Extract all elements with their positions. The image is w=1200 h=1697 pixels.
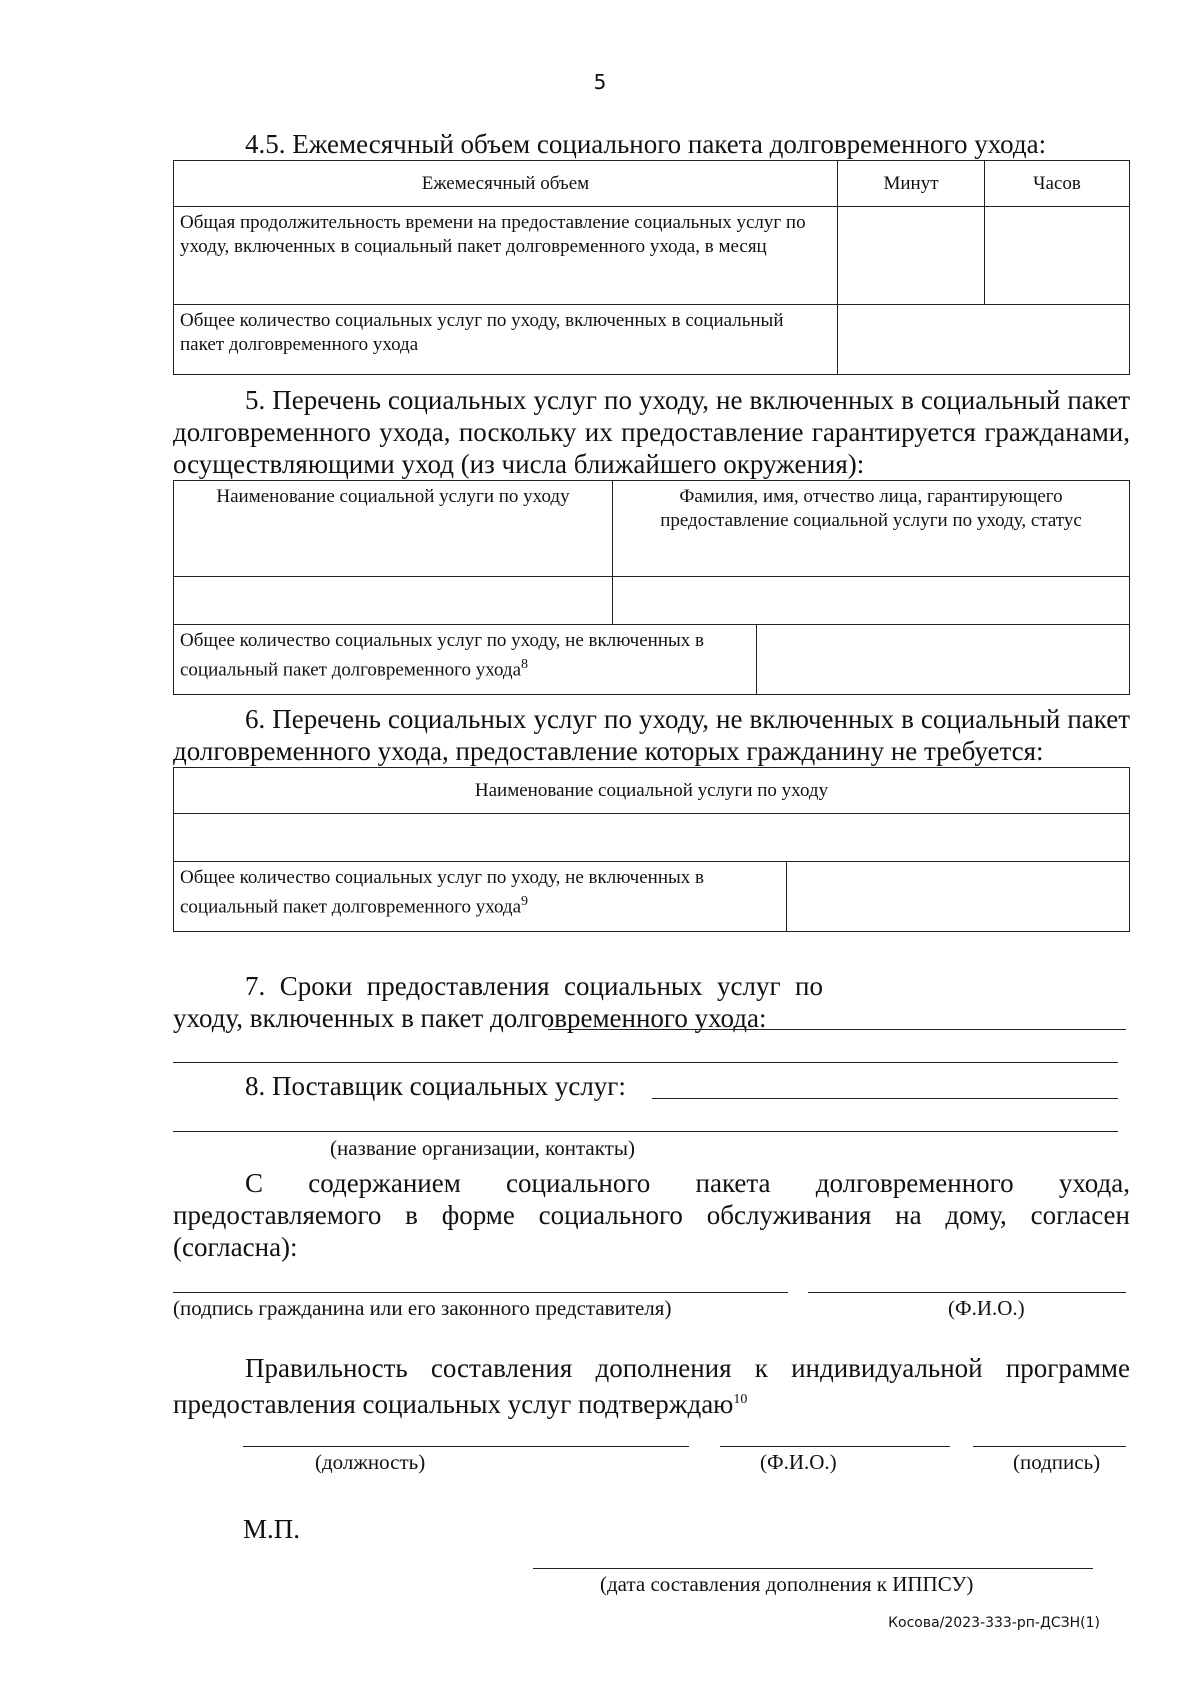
section-7-fill-line-2[interactable]	[173, 1062, 1118, 1063]
consent-text: С содержанием социального пакета долговременного ухода, предоставляемого в форме социального обслуживания на дому, согласен (согласна):	[173, 1168, 1130, 1262]
position-line[interactable]	[243, 1446, 689, 1447]
confirmation-fio-caption: (Ф.И.О.)	[760, 1450, 837, 1474]
section-7-text: 7. Сроки предоставления социальных услуг по уходу, включенных в пакет долговременного ухода:	[173, 971, 823, 1033]
caregiver-services-table	[173, 480, 1130, 625]
consent-fio-line[interactable]	[808, 1292, 1126, 1293]
date-caption: (дата составления дополнения к ИППСУ)	[600, 1572, 974, 1596]
header-service-name: Наименование социальной услуги по уходу	[174, 481, 613, 577]
confirmation-signature-caption: (подпись)	[1013, 1450, 1101, 1474]
caregiver-services-total-table	[173, 624, 1130, 695]
section-8-fill-line-1[interactable]	[652, 1098, 1118, 1099]
section-7	[173, 970, 1130, 1034]
monthly-volume-table	[173, 160, 1130, 375]
row-total-count-label: Общее количество социальных услуг по уходу, включенных в социальный пакет долговременного ухода	[174, 305, 838, 375]
header-hours: Часов	[985, 161, 1130, 207]
section-8-text: 8. Поставщик социальных услуг:	[245, 1071, 626, 1101]
section-8-fill-line-2[interactable]	[173, 1131, 1118, 1132]
section-4-5	[173, 128, 1130, 375]
footnote-8: 8	[521, 657, 529, 672]
document-code: Косова/2023-333-рп-ДСЗН(1)	[888, 1615, 1100, 1631]
section-8-caption: (название организации, контакты)	[330, 1136, 635, 1160]
caregiver-fio-cell[interactable]	[613, 577, 1130, 625]
consent-signature-line[interactable]	[173, 1292, 788, 1293]
section-7-fill-line-1[interactable]	[548, 1029, 1126, 1030]
not-required-services-table	[173, 767, 1130, 862]
row-total-count-value[interactable]	[838, 305, 1130, 375]
consent-block	[173, 1167, 1130, 1263]
position-caption: (должность)	[315, 1450, 426, 1474]
row-total-duration-minutes[interactable]	[838, 207, 985, 305]
row-total-duration-label: Общая продолжительность времени на предоставление социальных услуг по уходу, включенных в социальный пакет долговременного ухода, в месяц	[174, 207, 838, 305]
footnote-9: 9	[521, 894, 529, 909]
header-guarantor-fio: Фамилия, имя, отчество лица, гарантирующего предоставление социальной услуги по уходу, статус	[613, 481, 1130, 577]
footnote-10: 10	[733, 1392, 748, 1407]
section-6-heading: 6. Перечень социальных услуг по уходу, не включенных в социальный пакет долговременного ухода, предоставление которых гражданину не требуется:	[173, 704, 1130, 766]
section-5	[173, 384, 1130, 695]
confirmation-text: Правильность составления дополнения к индивидуальной программе предоставления социальных услуг подтверждаю$^{10}$	[173, 1353, 1130, 1419]
caregiver-total-label: Общее количество социальных услуг по уходу, не включенных в социальный пакет долговременного ухода$^8$	[174, 625, 757, 695]
date-line[interactable]	[533, 1568, 1093, 1569]
confirmation-fio-line[interactable]	[720, 1446, 950, 1447]
section-6	[173, 703, 1130, 932]
caregiver-total-value[interactable]	[757, 625, 1130, 695]
consent-signature-caption: (подпись гражданина или его законного представителя)	[173, 1296, 672, 1320]
confirmation-block	[173, 1352, 1130, 1420]
page-number: 5	[593, 70, 607, 94]
section-4-5-heading: 4.5. Ежемесячный объем социального пакета долговременного ухода:	[245, 129, 1047, 159]
header-not-required-service: Наименование социальной услуги по уходу	[174, 768, 1130, 814]
section-5-heading: 5. Перечень социальных услуг по уходу, не включенных в социальный пакет долговременного ухода, поскольку их предоставление гарантируется гражданами, осуществляющими уход (из числа ближайшего окружения):	[173, 385, 1130, 479]
confirmation-signature-line[interactable]	[973, 1446, 1126, 1447]
not-required-total-label: Общее количество социальных услуг по уходу, не включенных в социальный пакет долговременного ухода$^9$	[174, 862, 787, 932]
caregiver-service-cell[interactable]	[174, 577, 613, 625]
row-total-duration-hours[interactable]	[985, 207, 1130, 305]
header-monthly-volume: Ежемесячный объем	[174, 161, 838, 207]
header-minutes: Минут	[838, 161, 985, 207]
stamp-label: М.П.	[243, 1514, 301, 1544]
not-required-total-value[interactable]	[787, 862, 1130, 932]
not-required-total-table	[173, 861, 1130, 932]
not-required-service-cell[interactable]	[174, 814, 1130, 862]
consent-fio-caption: (Ф.И.О.)	[948, 1296, 1025, 1320]
